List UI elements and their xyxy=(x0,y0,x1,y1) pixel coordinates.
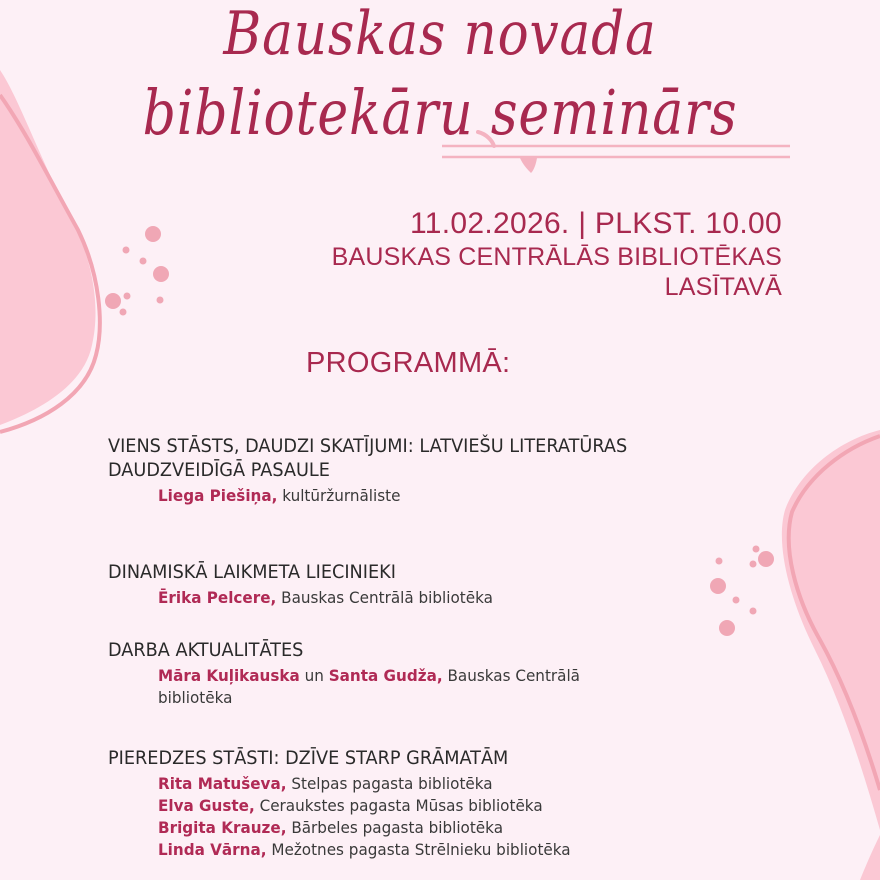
speaker-entry xyxy=(158,773,833,795)
program-heading: PROGRAMMĀ: xyxy=(306,347,511,379)
speaker-affiliation: Stelpas pagasta bibliotēka xyxy=(286,774,493,793)
program-item-title-line1: VIENS STĀSTS, DAUDZI SKATĪJUMI: LATVIEŠU LITERATŪRAS xyxy=(108,435,628,457)
speaker-list xyxy=(158,485,868,507)
speaker-list xyxy=(158,665,868,709)
speaker-entry xyxy=(158,485,833,507)
speaker-entry xyxy=(158,795,833,817)
speaker-affiliation: Ceraukstes pagasta Mūsas bibliotēka xyxy=(254,796,543,815)
speaker-name: Māra Kuļikauska xyxy=(158,666,300,685)
speaker-name: Rita Matuševa, xyxy=(158,774,287,793)
speaker-name: Santa Gudža, xyxy=(328,666,443,685)
program-item xyxy=(108,560,868,609)
speaker-connector: un xyxy=(299,666,329,685)
poster-title-line2: bibliotekāru seminārs xyxy=(142,76,738,149)
poster-title-line1: Bauskas novada xyxy=(223,0,657,69)
speaker-list xyxy=(158,773,868,861)
speaker-entry xyxy=(158,665,833,709)
event-info xyxy=(332,206,782,302)
event-place-line1: BAUSKAS CENTRĀLĀS BIBLIOTĒKAS xyxy=(331,243,782,271)
speaker-entry xyxy=(158,587,833,609)
event-date-time: 11.02.2026. | PLKST. 10.00 xyxy=(410,207,782,240)
program-item xyxy=(108,746,868,861)
speaker-list xyxy=(158,587,868,609)
speaker-entry xyxy=(158,817,833,839)
speaker-name: Liega Piešiņa, xyxy=(158,486,278,505)
left-dots-cluster xyxy=(105,226,169,316)
speaker-name: Ērika Pelcere, xyxy=(158,588,277,607)
speaker-affiliation: Bārbeles pagasta bibliotēka xyxy=(286,818,504,837)
event-place-line2: LASĪTAVĀ xyxy=(664,273,782,301)
program-item-title: DARBA AKTUALITĀTES xyxy=(108,639,304,661)
speaker-affiliation: Mežotnes pagasta Strēlnieku bibliotēka xyxy=(266,840,571,859)
program-item-title: PIEREDZES STĀSTI: DZĪVE STARP GRĀMATĀM xyxy=(108,747,509,769)
program-item xyxy=(108,638,868,709)
speaker-affiliation: Bauskas Centrālā bibliotēka xyxy=(276,588,493,607)
speaker-affiliation: kultūržurnāliste xyxy=(277,486,401,505)
program-item xyxy=(108,434,868,507)
program-item-title xyxy=(108,434,815,482)
speaker-entry xyxy=(158,839,833,861)
speaker-affiliation-line2: bibliotēka xyxy=(158,688,233,707)
program-item-title-line2: DAUDZVEIDĪGĀ PASAULE xyxy=(108,459,330,481)
speaker-name: Elva Guste, xyxy=(158,796,255,815)
program-item-title: DINAMISKĀ LAIKMETA LIECINIEKI xyxy=(108,561,396,583)
speaker-name: Linda Vārna, xyxy=(158,840,267,859)
speaker-name: Brigita Krauze, xyxy=(158,818,287,837)
speaker-affiliation: Bauskas Centrālā xyxy=(442,666,581,685)
